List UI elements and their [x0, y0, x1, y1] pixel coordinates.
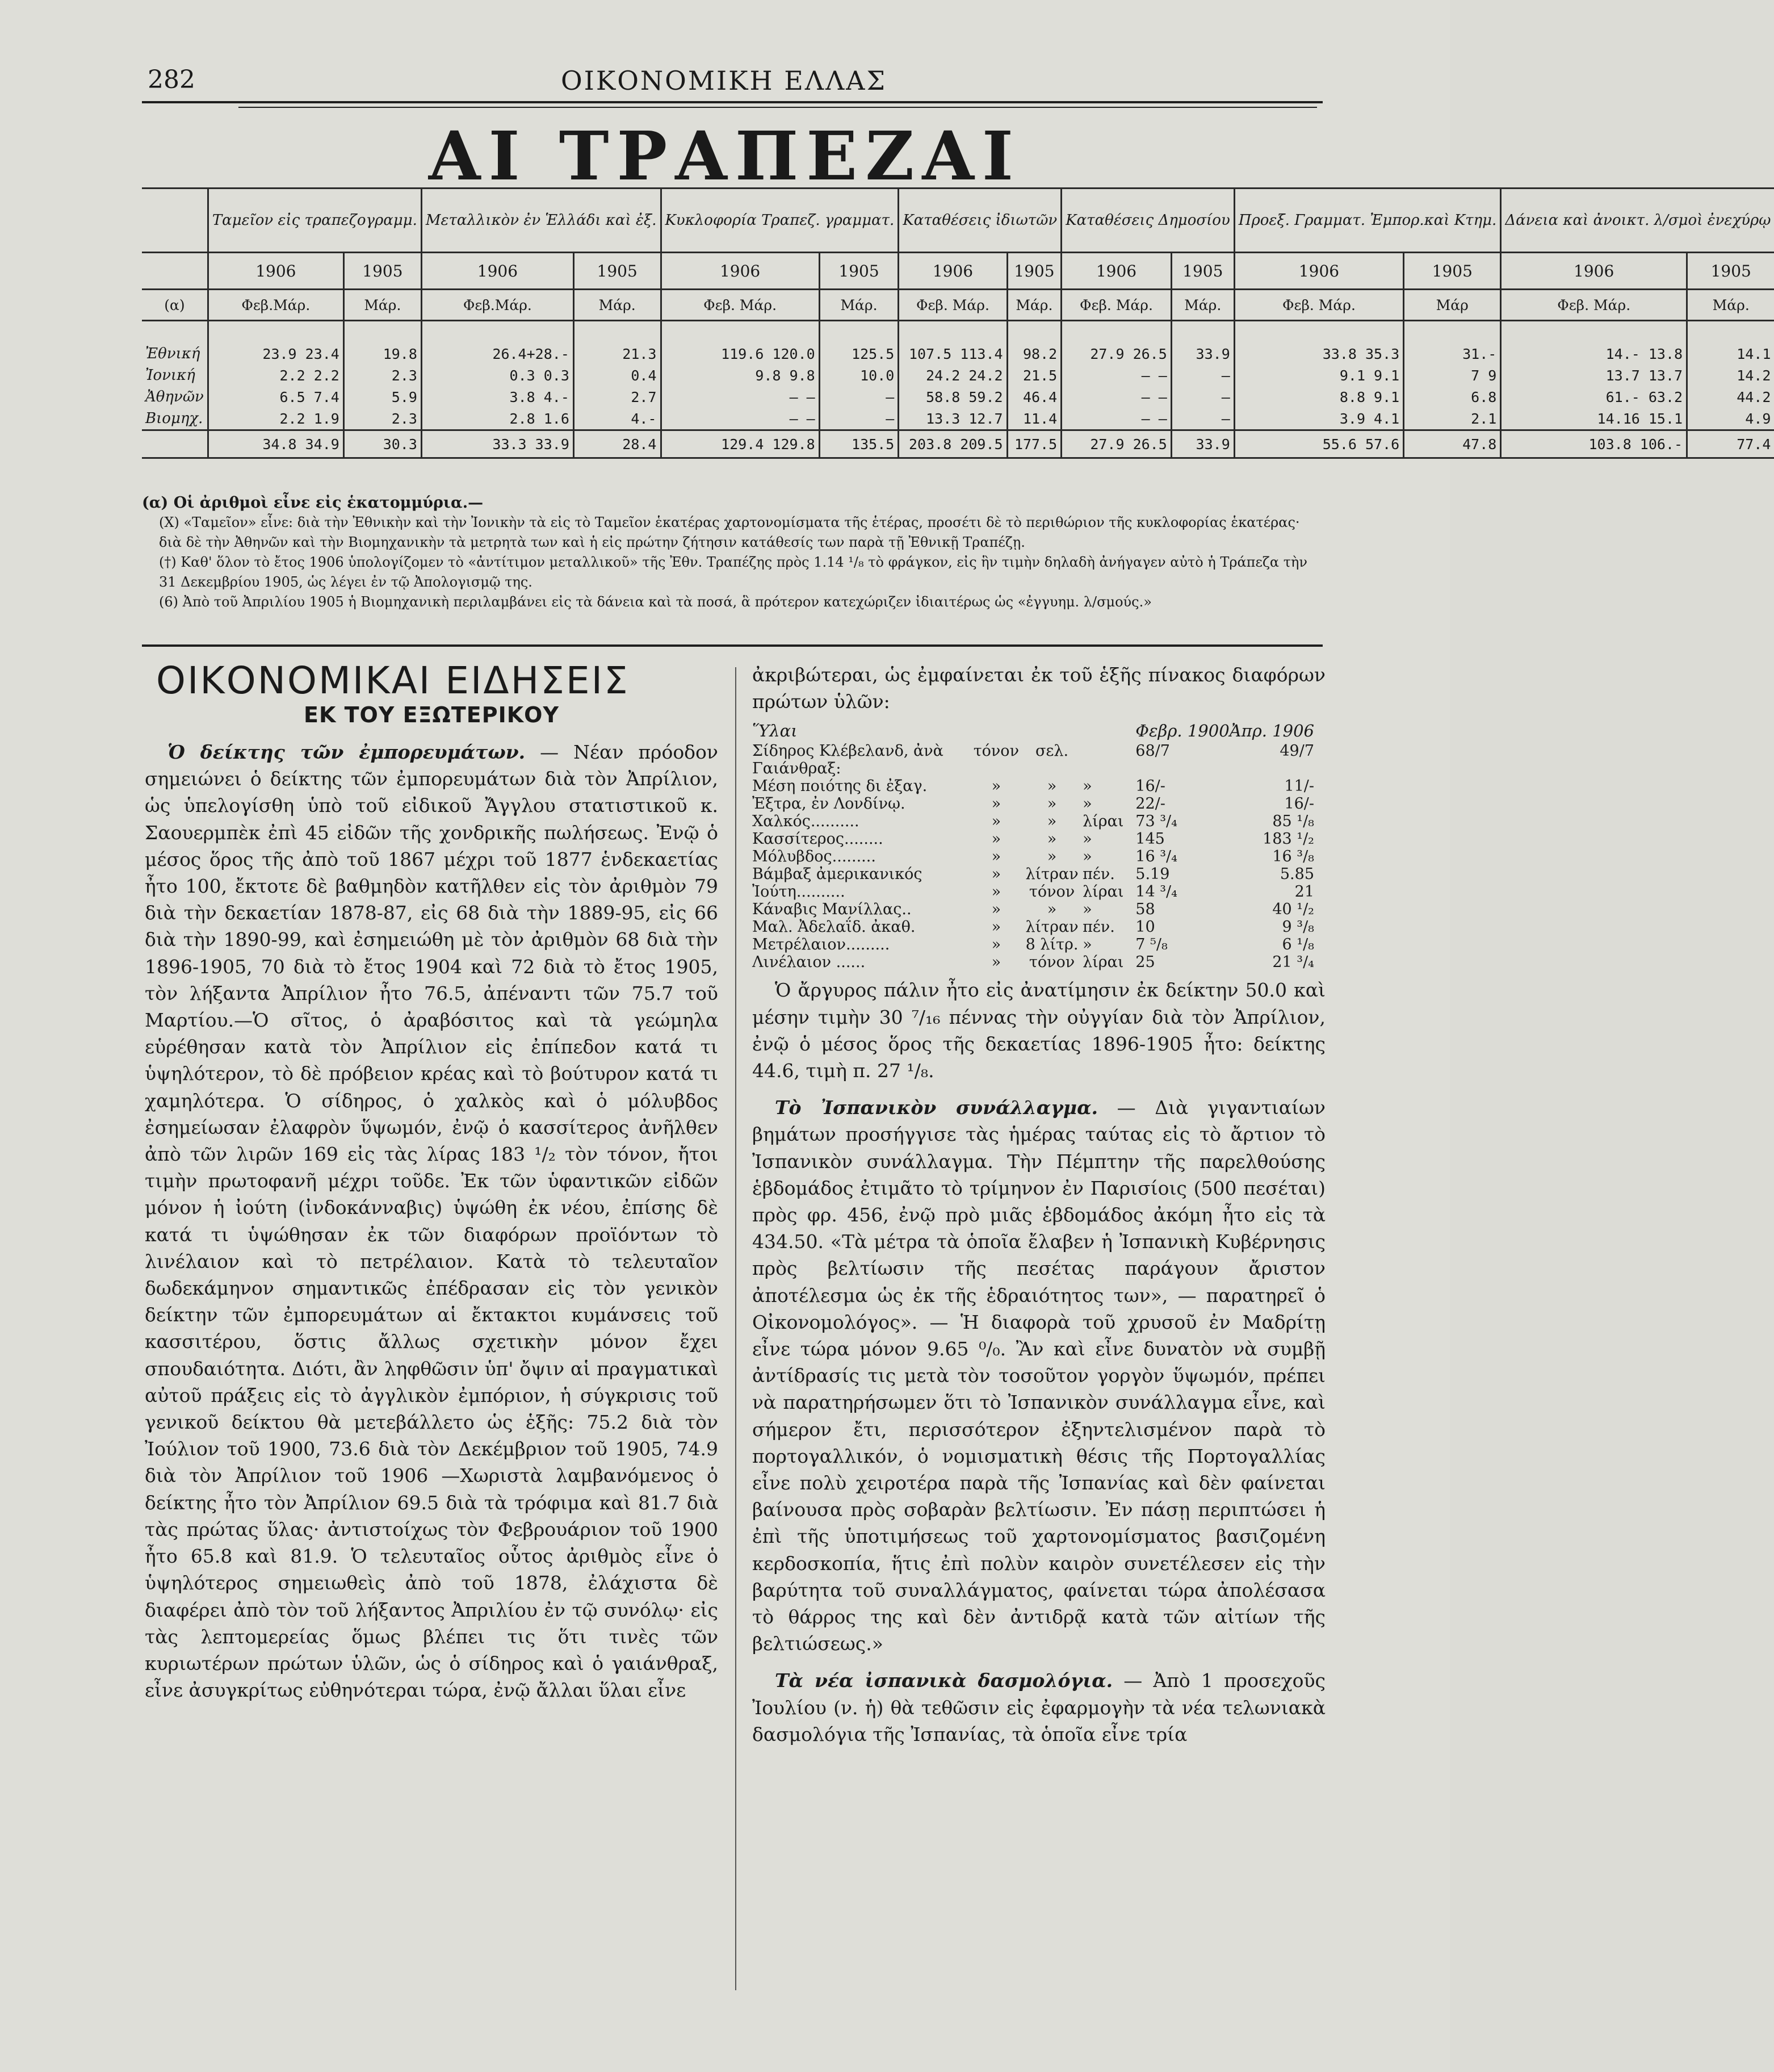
table-row	[752, 936, 1326, 953]
table-cell: 14.16 15.1	[1501, 408, 1687, 430]
price-cell: πέν.	[1083, 918, 1115, 936]
price-cell: »	[991, 865, 1001, 884]
price-cell: »	[1047, 830, 1057, 848]
price-cell: 40 ¹/₂	[1272, 901, 1314, 919]
table-cell: 119.6 120.0	[661, 343, 819, 365]
table-cell: 2.1	[1404, 408, 1501, 430]
table-cell: — —	[661, 408, 819, 430]
note: (α) Οἱ ἀριθμοὶ εἶνε εἰς ἑκατομμύρια.—	[142, 494, 484, 512]
banks-table	[142, 187, 1774, 459]
price-cell: 11/-	[1284, 777, 1314, 796]
table-cell: 6.5 7.4	[208, 386, 343, 408]
price-cell: »	[1083, 777, 1092, 796]
year-cell: 1905	[1687, 253, 1774, 290]
article-body: — Ἀπὸ 1 προσεχοῦς Ἰουλίου (ν. ἡ) θὰ τεθῶσιν εἰς ἐφαρμογὴν τὰ νέα τελωνιακὰ δασμολόγια τῆς Ἰσπανίας, τὰ ὁποῖα εἶνε τρία	[752, 1669, 1326, 1745]
total-cell: 177.5	[1007, 430, 1062, 458]
table-row	[142, 365, 1774, 386]
price-cell	[1230, 760, 1326, 777]
price-cell: σελ.	[1035, 742, 1069, 760]
year-cell: 1906	[1234, 253, 1403, 290]
table-row	[752, 760, 1326, 777]
years-row	[142, 253, 1774, 290]
year-cell	[142, 253, 208, 290]
section-divider	[142, 644, 1323, 647]
price-cell: τόνον	[1029, 953, 1075, 972]
price-cell: λίτραν	[1025, 918, 1079, 936]
table-cell: —	[819, 386, 899, 408]
table-cell: 107.5 113.4	[899, 343, 1007, 365]
col-group: Προεξ. Γραμματ. Ἐμπορ.καὶ Κτημ.	[1234, 189, 1501, 253]
bank-name: Ἰονική	[145, 367, 195, 384]
price-cell: 16 ³/₄	[1135, 848, 1177, 866]
table-row	[752, 883, 1326, 901]
price-cell: Ἰούτη..........	[752, 883, 845, 901]
totals-label	[142, 430, 208, 458]
price-cell	[1083, 760, 1135, 777]
price-cell: »	[1083, 901, 1092, 919]
table-row	[752, 830, 1326, 848]
table-cell: — —	[1062, 408, 1172, 430]
table-cell: 23.9 23.4	[208, 343, 343, 365]
table-cell: 14.- 13.8	[1501, 343, 1687, 365]
bank-name: Ἐθνική	[145, 345, 200, 362]
header-rule-thin	[238, 107, 1317, 108]
unit-cell: Φεβ. Μάρ.	[1234, 290, 1403, 321]
table-cell: 61.- 63.2	[1501, 386, 1687, 408]
price-cell: τόνον	[973, 742, 1019, 760]
year-cell: 1906	[1501, 253, 1687, 290]
units-row	[142, 290, 1774, 321]
price-cell: 5.19	[1135, 865, 1170, 884]
table-cell: 4.9	[1687, 408, 1774, 430]
price-cell: »	[991, 883, 1001, 901]
price-cell: 6 ¹/₈	[1282, 936, 1314, 954]
year-cell: 1906	[1062, 253, 1172, 290]
table-cell: 0.4	[573, 365, 661, 386]
table-cell: — —	[661, 386, 819, 408]
price-cell: »	[991, 901, 1001, 919]
unit-cell: Μάρ.	[1687, 290, 1774, 321]
total-cell: 27.9 26.5	[1062, 430, 1172, 458]
table-cell: 33.8 35.3	[1234, 343, 1403, 365]
table-cell: 4.-	[573, 408, 661, 430]
price-cell: Χαλκός..........	[752, 813, 859, 831]
price-cell: 21 ³/₄	[1272, 953, 1314, 972]
col-group: Καταθέσεις ἰδιωτῶν	[899, 189, 1062, 253]
table-cell: 21.5	[1007, 365, 1062, 386]
total-cell: 129.4 129.8	[661, 430, 819, 458]
price-cell: Μόλυβδος.........	[752, 848, 876, 866]
price-cell: Γαιάνθραξ:	[752, 760, 841, 778]
section-title: ΟΙΚΟΝΟΜΙΚΑΙ ΕΙΔΗΣΕΙΣ	[156, 659, 630, 702]
note: (X) «Ταμεῖον» εἶνε: διὰ τὴν Ἐθνικὴν καὶ τὴν Ἰονικὴν τὰ εἰς τὸ Ταμεῖον ἑκατέρας χαρτονομίσματα τῆς ἑτέρας, προσέτι δὲ τὸ περιθώριον τῆς κυκλοφορίας ἑκατέρας· διὰ δὲ τὴν Ἀθηνῶν καὶ τὴν Βιομηχανικὴν τὰ μετρητὰ των καὶ ἡ εἰς πρώτην ζήτησιν κατάθεσίς των παρὰ τῇ Ἐθνικῇ Τραπέζῃ.	[159, 514, 1300, 550]
banks-header-row	[142, 189, 1774, 253]
price-cell: Κάναβις Μανίλλας..	[752, 901, 912, 919]
table-cell: 2.2 2.2	[208, 365, 343, 386]
table-cell: 125.5	[819, 343, 899, 365]
price-cell: »	[991, 918, 1001, 936]
price-cell: »	[1083, 830, 1092, 848]
table-cell: 58.8 59.2	[899, 386, 1007, 408]
left-column	[145, 659, 718, 1703]
price-cell: Μέση ποιότης δι ἐξαγ.	[752, 777, 928, 796]
row-marker: (α)	[142, 290, 208, 321]
price-cell: 14 ³/₄	[1135, 883, 1177, 901]
price-cell: λίραι	[1083, 813, 1124, 831]
table-cell: 10.0	[819, 365, 899, 386]
prices-table	[752, 719, 1326, 971]
table-row	[752, 901, 1326, 918]
row-label-header	[142, 189, 208, 253]
table-cell: 11.4	[1007, 408, 1062, 430]
price-cell: 16/-	[1135, 777, 1165, 796]
table-cell: 13.7 13.7	[1501, 365, 1687, 386]
price-cell: πέν.	[1083, 865, 1115, 884]
table-cell: 3.8 4.-	[421, 386, 573, 408]
total-cell: 33.9	[1171, 430, 1234, 458]
table-row	[752, 813, 1326, 830]
year-cell: 1905	[343, 253, 421, 290]
bank-name: Ἀθηνῶν	[145, 388, 204, 405]
unit-cell: Μάρ.	[1171, 290, 1234, 321]
price-cell: »	[991, 795, 1001, 813]
note: (6) Ἀπὸ τοῦ Ἀπριλίου 1905 ἡ Βιομηχανικὴ περιλαμβάνει εἰς τὰ δάνεια καὶ τὰ ποσά, ἃ πρότερον κατεχώριζεν ἰδιαιτέρως ὡς «ἐγγυημ. λ/σμούς.»	[159, 594, 1152, 610]
table-cell: 9.8 9.8	[661, 365, 819, 386]
price-cell: »	[991, 777, 1001, 796]
table-cell: —	[1171, 408, 1234, 430]
table-cell: 2.8 1.6	[421, 408, 573, 430]
price-cell	[1021, 760, 1083, 777]
section-subtitle: ΕΚ ΤΟΥ ΕΞΩΤΕΡΙΚΟΥ	[303, 702, 559, 727]
price-cell: »	[1047, 795, 1057, 813]
table-cell: 27.9 26.5	[1062, 343, 1172, 365]
price-cell: 183 ¹/₂	[1263, 830, 1314, 848]
price-cell: »	[991, 813, 1001, 831]
unit-cell: Μάρ.	[343, 290, 421, 321]
article-title: Ὁ δείκτης τῶν ἐμπορευμάτων.	[167, 741, 526, 763]
page-number: 282	[148, 65, 195, 94]
price-cell: τόνον	[1029, 883, 1075, 901]
article-spanish	[752, 1094, 1326, 1657]
prices-intro: ἀκριβώτεραι, ὡς ἐμφαίνεται ἐκ τοῦ ἑξῆς πίνακος διαφόρων πρώτων ὑλῶν:	[752, 664, 1326, 713]
price-cell	[1135, 760, 1229, 777]
table-row	[752, 918, 1326, 936]
price-cell: 85 ¹/₈	[1272, 813, 1314, 831]
table-cell: 8.8 9.1	[1234, 386, 1403, 408]
table-cell: 0.3 0.3	[421, 365, 573, 386]
price-cell: Ἐξτρα, ἐν Λονδίνῳ.	[752, 795, 905, 813]
table-cell: 3.9 4.1	[1234, 408, 1403, 430]
table-cell: 19.8	[343, 343, 421, 365]
price-cell: 58	[1135, 901, 1155, 919]
price-cell: »	[991, 848, 1001, 866]
table-notes	[142, 493, 1323, 612]
price-cell: 9 ³/₈	[1282, 918, 1314, 936]
article-body: — Διὰ γιγαντιαίων βημάτων προσήγγισε τὰς ἡμέρας ταύτας εἰς τὸ ἄρτιον τὸ Ἰσπανικὸν συνάλλαγμα. Τὴν Πέμπτην τῆς παρελθούσης ἑβδομάδος ἐτιμᾶτο τὸ τρίμηνον ἐν Παρισίοις (500 πεσέται) πρὸς φρ. 456, ἐνῷ πρὸ μιᾶς ἑβδομάδος ἀκόμη ἦτο εἰς τὰ 434.50. «Τὰ μέτρα τὰ ὁποῖα ἔλαβεν ἡ Ἰσπανικὴ Κυβέρνησις πρὸς βελτίωσιν τῆς πεσέτας παράγουν ἄριστον ἀποτέλεσμα ὡς ἐκ τῆς ἑδραιότητος των», — παρατηρεῖ ὁ Οἰκονομολόγος». — Ἡ διαφορὰ τοῦ χρυσοῦ ἐν Μαδρίτῃ εἶνε τώρα μόνον 9.65 ⁰/₀. Ἂν καὶ εἶνε δυνατὸν νὰ συμβῇ ἀντίδρασίς τις μετὰ τὸν τοσοῦτον γοργὸν ὕψωμόν, πρέπει νὰ παρατηρήσωμεν ὅτι τὸ Ἰσπανικὸν συνάλλαγμα εἶνε, καὶ σήμερον ἔτι, περισσότερον ἐξηντελισμένον παρὰ τὸ πορτογαλλικόν, ὁ νομισματικὴ θέσις τῆς Πορτογαλλίας εἶνε πολὺ χειροτέρα παρὰ τῆς Ἰσπανίας καὶ δὲν φαίνεται βαίνουσα πρὸς σοβαρὰν βελτίωσιν. Ἐν πάσῃ περιπτώσει ἡ ἐπὶ τῆς ὑποτιμήσεως τοῦ χαρτονομίσματος βασιζομένη κερδοσκοπία, ἥτις ἐπὶ πολὺν καιρὸν συνετέλεσεν εἰς τὴν βαρύτητα τοῦ συναλλάγματος, φαίνεται τώρα ἀπολέσασα τὸ θάρρος της καὶ δὲν ἀντιδρᾷ κατὰ τῶν αἰτίων τῆς βελτιώσεως.»	[752, 1096, 1326, 1655]
table-cell: —	[1171, 386, 1234, 408]
page-header	[142, 60, 1306, 105]
col-group: Μεταλλικὸν ἐν Ἑλλάδι καὶ ἐξ.	[421, 189, 661, 253]
table-cell: 14.1	[1687, 343, 1774, 365]
year-cell: 1905	[1404, 253, 1501, 290]
price-cell: Μαλ. Ἀδελαΐδ. ἀκαθ.	[752, 918, 916, 936]
year-cell: 1905	[1171, 253, 1234, 290]
column-divider	[735, 667, 736, 1990]
table-row	[752, 953, 1326, 971]
price-cell: »	[991, 953, 1001, 972]
year-cell: 1906	[208, 253, 343, 290]
table-cell: 2.3	[343, 408, 421, 430]
price-cell: 10	[1135, 918, 1155, 936]
price-cell: 7 ⁵/₈	[1135, 936, 1168, 954]
unit-cell: Μάρ	[1404, 290, 1501, 321]
unit-cell: Φεβ.Μάρ.	[421, 290, 573, 321]
price-cell: »	[1047, 813, 1057, 831]
table-cell: 26.4+28.-	[421, 343, 573, 365]
article-tariffs	[752, 1667, 1326, 1748]
table-cell: 21.3	[573, 343, 661, 365]
year-cell: 1905	[573, 253, 661, 290]
total-cell: 47.8	[1404, 430, 1501, 458]
year-cell: 1906	[899, 253, 1007, 290]
price-cell	[971, 760, 1021, 777]
table-cell: 2.7	[573, 386, 661, 408]
banks-title: ΑΙ ΤΡΑΠΕΖΑΙ	[428, 116, 1022, 195]
price-cell: 5.85	[1280, 865, 1314, 884]
right-column	[752, 662, 1326, 1748]
article-title: Τὰ νέα ἰσπανικὰ δασμολόγια.	[775, 1669, 1113, 1692]
prices-col-header: Φεβρ. 1900	[1135, 721, 1230, 741]
running-title: ΟΙΚΟΝΟΜΙΚΗ ΕΛΛΑΣ	[560, 65, 887, 96]
table-cell: 6.8	[1404, 386, 1501, 408]
table-cell: 44.2	[1687, 386, 1774, 408]
table-row	[752, 742, 1326, 760]
price-cell: »	[1083, 936, 1092, 954]
article-body: — Νέαν πρόοδον σημειώνει ὁ δείκτης τῶν ἐμπορευμάτων διὰ τὸν Ἀπρίλιον, ὡς ὑπελογίσθη ὑπὸ τοῦ εἰδικοῦ Ἄγγλου στατιστικοῦ κ. Σαουερμπὲκ ἐπὶ 45 εἰδῶν τῆς χονδρικῆς πωλήσεως. Ἐνῷ ὁ μέσος ὅρος τῆς ἀπὸ τοῦ 1867 μέχρι τοῦ 1877 ἑνδεκαετίας ἦτο 100, ἔκτοτε δὲ βαθμηδὸν κατῆλθεν εἰς τὸν ἀριθμὸν 79 διὰ τὴν δεκαετίαν 1878-87, εἰς 68 διὰ τὴν 1889-95, εἰς 66 διὰ τὴν 1890-99, καὶ ἐσημειώθη μὲ τὸν ἀριθμὸν 68 διὰ τὴν 1896-1905, 70 διὰ τὸ ἔτος 1904 καὶ 72 διὰ τὸ ἔτος 1905, τὸν λήξαντα Ἀπρίλιον ἦτο 76.5, ἀπέναντι τῶν 75.7 τοῦ Μαρτίου.—Ὁ σῖτος, ὁ ἀραβόσιτος καὶ τὰ γεώμηλα εὑρέθησαν κατὰ τὸν Ἀπρίλιον εἰς ἐπίπεδον κατά τι ὑψηλότερον, τὸ δὲ πρόβειον κρέας καὶ τὸ βούτυρον κατά τι χαμηλότερα. Ὁ σίδηρος, ὁ χαλκὸς καὶ ὁ μόλυβδος ἐσημείωσαν ἐλαφρὸν ὕψωμόν, ἐνῷ ὁ κασσίτερος ἀνῆλθεν ἀπὸ τῶν λιρῶν 169 εἰς τὰς λίρας 183 ¹/₂ τὸν τόνον, ἤτοι τιμὴν πρωτοφανῆ μέχρι τοῦδε. Ἐκ τῶν ὑφαντικῶν εἰδῶν μόνον ἡ ἰούτη (ἰνδοκάνναβις) ὑψώθη ἐκ νέου, ἐπίσης δὲ κατά τι ὑψώθησαν ἐκ τῶν διαφόρων προϊόντων τὸ λινέλαιον καὶ τὸ πετρέλαιον. Κατὰ τὸ τελευταῖον δωδεκάμηνον σημαντικῶς ἐπέδρασαν εἰς τὸν γενικὸν δείκτην τῶν ἐμπορευμάτων αἱ ἔκτακτοι κυμάνσεις τοῦ κασσιτέρου, ὅστις ἄλλως σχετικὴν μόνον ἔχει σπουδαιότητα. Διότι, ἂν ληφθῶσιν ὑπ' ὄψιν αἱ πραγματικαὶ αὐτοῦ πράξεις εἰς τὸ ἀγγλικὸν ἐμπόριον, ἡ σύγκρισις τοῦ γενικοῦ δείκτου θὰ μετεβάλλετο ὡς ἑξῆς: 75.2 διὰ τὸν Ἰούλιον τοῦ 1900, 73.6 διὰ τὸν Δεκέμβριον τοῦ 1905, 74.9 διὰ τὸν Ἀπρίλιον τοῦ 1906 —Χωριστὰ λαμβανόμενος ὁ δείκτης ἦτο τὸν Ἀπρίλιον 69.5 διὰ τὰ τρόφιμα καὶ 81.7 διὰ τὰς πρώτας ὕλας· ἀντιστοίχως τὸν Φεβρουάριον τοῦ 1900 ἦτο 65.8 καὶ 81.9. Ὁ τελευταῖος οὗτος ἀριθμὸς εἶνε ὁ ὑψηλότερος σημειωθεὶς ἀπὸ τοῦ 1878, ἐλάχιστα δὲ διαφέρει ἀπὸ τὸν τοῦ λήξαντος Ἀπριλίου ἐν τῷ συνόλῳ· εἰς τὰς λεπτομερείας ὅμως βλέπει τις ὅτι τινὲς τῶν κυριωτέρων πρώτων ὑλῶν, ὡς ὁ σίδηρος καὶ ὁ γαιάνθραξ, εἶνε ἀσυγκρίτως εὐθηνότεραι τώρα, ἐνῷ ἄλλαι ὕλαι εἶνε	[145, 741, 718, 1702]
unit-cell: Φεβ. Μάρ.	[1062, 290, 1172, 321]
price-cell: 49/7	[1280, 742, 1314, 760]
table-cell: 31.-	[1404, 343, 1501, 365]
table-cell: —	[1171, 365, 1234, 386]
price-cell: 25	[1135, 953, 1155, 972]
note: (†) Καθ' ὅλον τὸ ἔτος 1906 ὑπολογίζομεν τὸ «ἀντίτιμον μεταλλικοῦ» τῆς Ἐθν. Τραπέζης πρὸς 1.14 ¹/₈ τὸ φράγκον, εἰς ἣν τιμὴν δηλαδὴ ἀνήγαγεν αὐτὸ ἡ Τράπεζα τὴν 31 Δεκεμβρίου 1905, ὡς λέγει ἐν τῷ Ἀπολογισμῷ της.	[159, 554, 1307, 590]
price-cell: Σίδηρος Κλέβελανδ, ἀνὰ	[752, 742, 943, 760]
price-cell: »	[1083, 795, 1092, 813]
price-cell: 145	[1135, 830, 1165, 848]
table-cell: 33.9	[1171, 343, 1234, 365]
price-cell: »	[1047, 848, 1057, 866]
unit-cell: Φεβ. Μάρ.	[899, 290, 1007, 321]
price-cell: »	[1047, 777, 1057, 796]
price-cell: Κασσίτερος........	[752, 830, 883, 848]
table-row	[752, 865, 1326, 883]
year-cell: 1905	[1007, 253, 1062, 290]
table-row	[142, 386, 1774, 408]
table-row	[142, 343, 1774, 365]
unit-cell: Μάρ.	[573, 290, 661, 321]
price-cell	[1083, 742, 1135, 760]
table-row	[752, 848, 1326, 865]
table-row	[752, 777, 1326, 795]
price-cell: Μετρέλαιον.........	[752, 936, 890, 954]
table-cell: 5.9	[343, 386, 421, 408]
unit-cell: Φεβ. Μάρ.	[661, 290, 819, 321]
price-cell: λίραι	[1083, 883, 1124, 901]
price-cell: 22/-	[1135, 795, 1165, 813]
total-cell: 34.8 34.9	[208, 430, 343, 458]
price-cell: Βάμβαξ ἀμερικανικός	[752, 865, 922, 884]
total-cell: 203.8 209.5	[899, 430, 1007, 458]
price-cell: 8 λίτρ.	[1025, 936, 1079, 954]
price-cell: Λινέλαιον ......	[752, 953, 866, 972]
price-cell: 16/-	[1284, 795, 1314, 813]
totals-row	[142, 430, 1774, 458]
unit-cell: Μάρ.	[1007, 290, 1062, 321]
price-cell: »	[1047, 901, 1057, 919]
article-index	[145, 739, 718, 1703]
price-cell: »	[991, 830, 1001, 848]
col-group: Ταμεῖον εἰς τραπεζογραμμ.	[208, 189, 421, 253]
price-cell: 68/7	[1135, 742, 1170, 760]
article-title: Τὸ Ἰσπανικὸν συνάλλαγμα.	[775, 1096, 1098, 1119]
col-group: Κυκλοφορία Τραπεζ. γραμματ.	[661, 189, 899, 253]
table-cell: 13.3 12.7	[899, 408, 1007, 430]
total-cell: 30.3	[343, 430, 421, 458]
unit-cell: Φεβ.Μάρ.	[208, 290, 343, 321]
total-cell: 28.4	[573, 430, 661, 458]
table-cell: 2.2 1.9	[208, 408, 343, 430]
total-cell: 55.6 57.6	[1234, 430, 1403, 458]
total-cell: 77.4	[1687, 430, 1774, 458]
table-cell: 14.2	[1687, 365, 1774, 386]
header-rule	[142, 101, 1323, 103]
table-cell: 98.2	[1007, 343, 1062, 365]
col-group: Καταθέσεις Δημοσίου	[1062, 189, 1235, 253]
year-cell: 1906	[661, 253, 819, 290]
prices-header	[752, 719, 1326, 742]
price-cell: »	[1083, 848, 1092, 866]
price-cell: »	[991, 936, 1001, 954]
bank-name: Βιομηχ.	[145, 410, 203, 427]
total-cell: 135.5	[819, 430, 899, 458]
price-cell: λίτραν	[1025, 865, 1079, 884]
table-row	[752, 795, 1326, 813]
table-cell: —	[819, 408, 899, 430]
table-cell: 7 9	[1404, 365, 1501, 386]
total-cell: 33.3 33.9	[421, 430, 573, 458]
total-cell: 103.8 106.-	[1501, 430, 1687, 458]
year-cell: 1906	[421, 253, 573, 290]
col-group: Δάνεια καὶ ἀνοικτ. λ/σμοὶ ἐνεχύρῳ	[1501, 189, 1774, 253]
prices-col-header: Ὕλαι	[752, 721, 798, 741]
price-cell: 21	[1294, 883, 1314, 901]
prices-col-header: Ἀπρ. 1906	[1229, 721, 1314, 741]
table-cell: 24.2 24.2	[899, 365, 1007, 386]
silver-paragraph: Ὁ ἄργυρος πάλιν ἦτο εἰς ἀνατίμησιν ἐκ δείκτην 50.0 καὶ μέσην τιμὴν 30 ⁷/₁₆ πέννας τὴν οὐγγίαν διὰ τὸν Ἀπρίλιον, ἐνῷ ὁ μέσος ὅρος τῆς δεκαετίας 1896-1905 ἦτο: δείκτης 44.6, τιμὴ π. 27 ¹/₈.	[752, 979, 1326, 1082]
unit-cell: Μάρ.	[819, 290, 899, 321]
price-cell: 73 ³/₄	[1135, 813, 1177, 831]
table-cell: 9.1 9.1	[1234, 365, 1403, 386]
price-cell: λίραι	[1083, 953, 1124, 972]
table-row	[142, 408, 1774, 430]
table-cell: — —	[1062, 386, 1172, 408]
table-cell: — —	[1062, 365, 1172, 386]
table-cell: 2.3	[343, 365, 421, 386]
price-cell: 16 ³/₈	[1272, 848, 1314, 866]
unit-cell: Φεβ. Μάρ.	[1501, 290, 1687, 321]
table-cell: 46.4	[1007, 386, 1062, 408]
year-cell: 1905	[819, 253, 899, 290]
